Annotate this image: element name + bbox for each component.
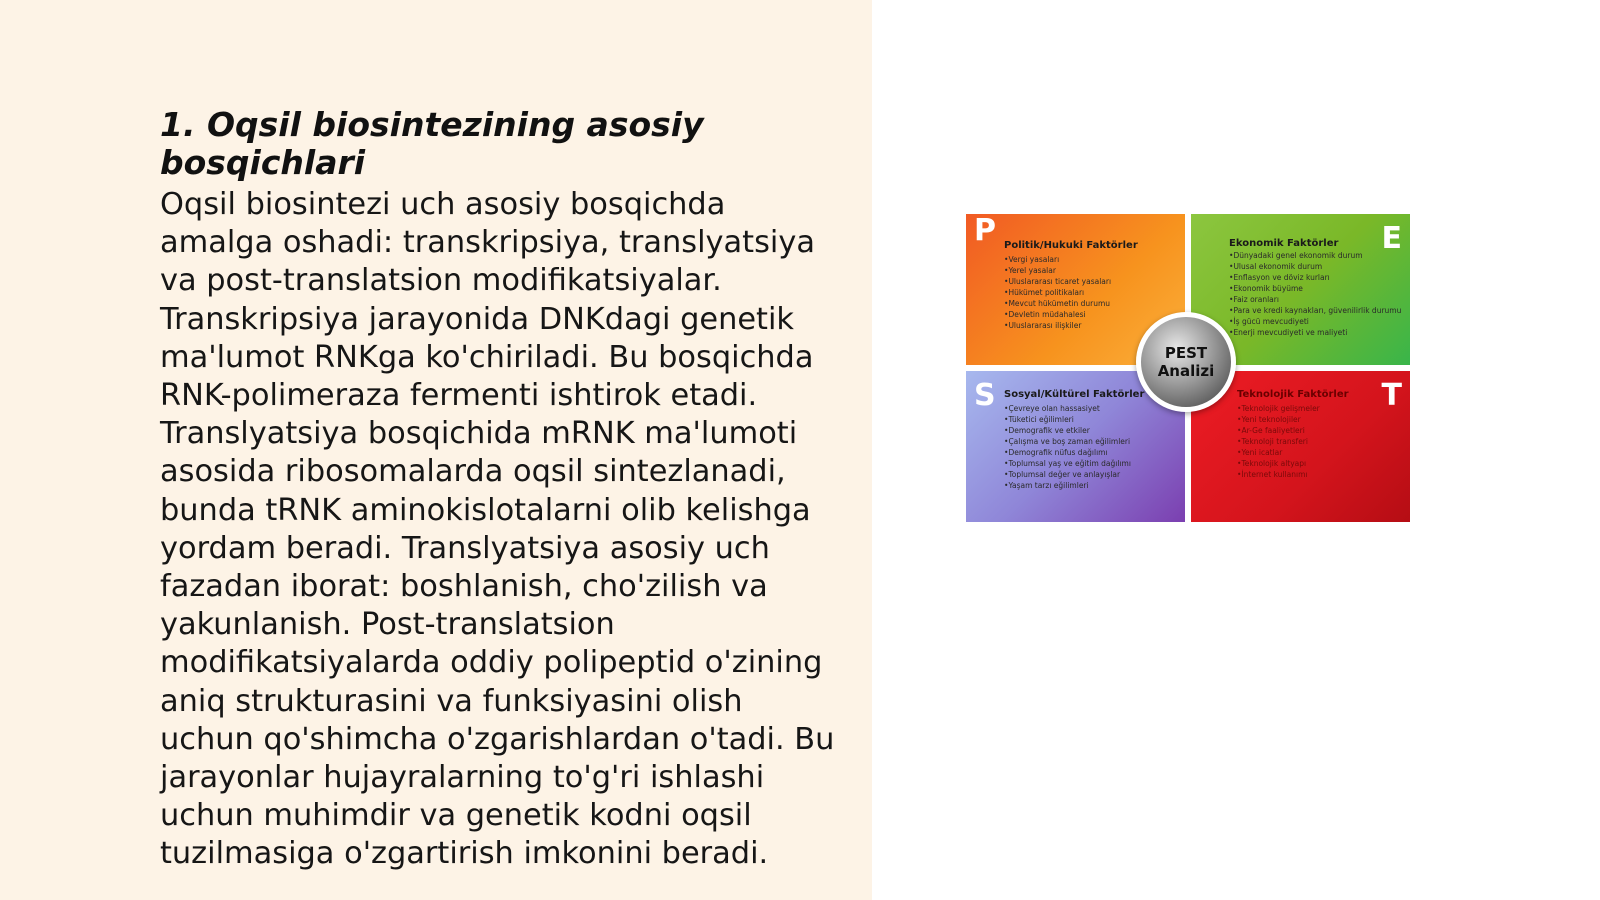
list-item: • Faiz oranları bbox=[1229, 294, 1404, 305]
center-label: PEST bbox=[1164, 344, 1208, 362]
list-item: • Ulusal ekonomik durum bbox=[1229, 261, 1404, 272]
list-item: • Enflasyon ve döviz kurları bbox=[1229, 272, 1404, 283]
list-item: • Ekonomik büyüme bbox=[1229, 283, 1404, 294]
list-item: • Yeni teknolojiler bbox=[1237, 414, 1402, 425]
slide-title: 1. Oqsil biosintezining asosiy bosqichlari bbox=[160, 105, 704, 182]
list-item: • Vergi yasaları bbox=[1004, 254, 1179, 265]
quadrant-letter: S bbox=[974, 378, 996, 413]
list-item: • Enerji mevcudiyeti ve maliyeti bbox=[1229, 327, 1404, 338]
list-item: • Teknoloji transferi bbox=[1237, 436, 1402, 447]
list-item: • Para ve kredi kaynakları, güvenilirlik durumu bbox=[1229, 305, 1404, 316]
quadrant-heading: Ekonomik Faktörler bbox=[1229, 238, 1339, 249]
list-item: • Hükümet politikaları bbox=[1004, 287, 1179, 298]
list-item: • Dünyadaki genel ekonomik durum bbox=[1229, 250, 1404, 261]
list-item: • Demografik ve etkiler bbox=[1004, 425, 1179, 436]
list-item: • Yerel yasalar bbox=[1004, 265, 1179, 276]
quadrant-list bbox=[1004, 403, 1179, 491]
quadrant-heading: Sosyal/Kültürel Faktörler bbox=[1004, 389, 1145, 400]
quadrant-letter: P bbox=[974, 214, 996, 248]
list-item: • Tüketici eğilimleri bbox=[1004, 414, 1179, 425]
list-item: • Teknolojik altyapı bbox=[1237, 458, 1402, 469]
list-item: • İnternet kullanımı bbox=[1237, 469, 1402, 480]
quadrant-heading: Teknolojik Faktörler bbox=[1237, 389, 1349, 400]
quadrant-list bbox=[1229, 250, 1404, 338]
list-item: • Ar-Ge faaliyetleri bbox=[1237, 425, 1402, 436]
list-item: • Uluslararası ilişkiler bbox=[1004, 320, 1179, 331]
slide-body-text: Oqsil biosintezi uch asosiy bosqichda amalga oshadi: transkripsiya, translyatsiya va post-translatsion modifikatsiyalar. Transkripsiya jarayonida DNKdagi genetik ma'lumot RNKga ko'chiriladi. Bu bosqichda RNK-polimeraza fermenti ishtirok etadi. Translyatsiya bosqichida mRNK ma'lumoti asosida ribosomalarda oqsil sintezlanadi, bunda tRNK aminokislotalarni olib kelishga yordam beradi. Translyatsiya asosiy uch fazadan iborat: boshlanish, cho'zilish va yakunlanish. Post-translatsion modifikatsiyalarda oddiy polipeptid o'zining aniq strukturasini va funksiyasini olish uchun qo'shimcha o'zgarishlardan o'tadi. Bu jarayonlar hujayralarning to'g'ri ishlashi uchun muhimdir va genetik kodni oqsil tuzilmasiga o'zgartirish imkonini beradi. bbox=[160, 187, 835, 872]
list-item: • Devletin müdahalesi bbox=[1004, 309, 1179, 320]
quadrant-letter: T bbox=[1381, 378, 1402, 413]
list-item: • Toplumsal değer ve anlayışlar bbox=[1004, 469, 1179, 480]
list-item: • Yeni icatlar bbox=[1237, 447, 1402, 458]
list-item: • Toplumsal yaş ve eğitim dağılımı bbox=[1004, 458, 1179, 469]
list-item: • Teknolojik gelişmeler bbox=[1237, 403, 1402, 414]
pest-analysis-image bbox=[966, 214, 1410, 522]
quadrant-list bbox=[1237, 403, 1402, 480]
quadrant-letter: E bbox=[1381, 221, 1402, 256]
list-item: • Demografik nüfus dağılımı bbox=[1004, 447, 1179, 458]
center-label: Analizi bbox=[1157, 362, 1215, 380]
list-item: • Çevreye olan hassasiyet bbox=[1004, 403, 1179, 414]
list-item: • İş gücü mevcudiyeti bbox=[1229, 316, 1404, 327]
quadrant-list bbox=[1004, 254, 1179, 331]
list-item: • Yaşam tarzı eğilimleri bbox=[1004, 480, 1179, 491]
list-item: • Uluslararası ticaret yasaları bbox=[1004, 276, 1179, 287]
list-item: • Mevcut hükümetin durumu bbox=[1004, 298, 1179, 309]
list-item: • Çalışma ve boş zaman eğilimleri bbox=[1004, 436, 1179, 447]
pest-center-badge bbox=[1136, 312, 1236, 412]
quadrant-heading: Politik/Hukuki Faktörler bbox=[1004, 240, 1138, 251]
